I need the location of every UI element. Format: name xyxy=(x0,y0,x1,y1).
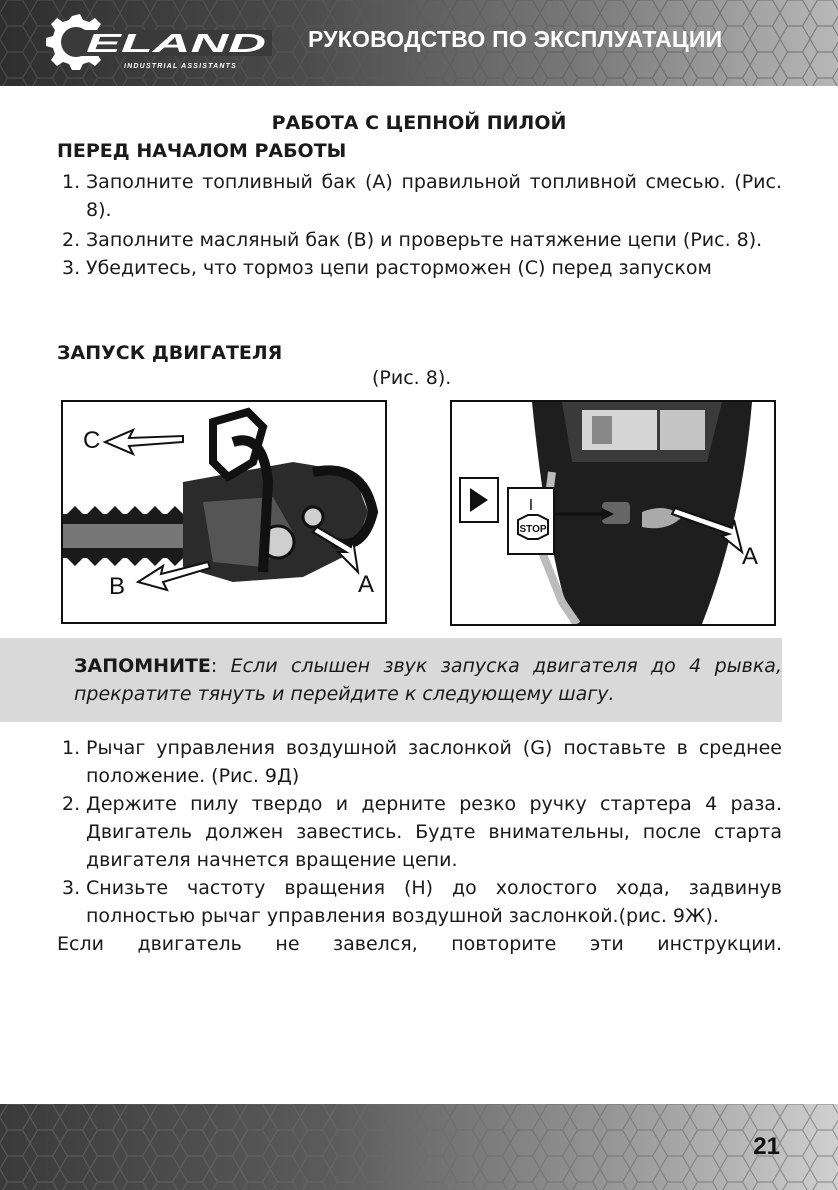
engine-start-heading: ЗАПУСК ДВИГАТЕЛЯ xyxy=(57,342,283,364)
note-body: Если слышен звук запуска двигателя до 4 рывка, прекратите тянуть и перейдите к следующему шагу. xyxy=(74,655,782,705)
list-text: Снизьте частоту вращения (Н) до холостого хода, задвинув полностью рычаг управления воздушной заслонкой.(рис. 9Ж). xyxy=(86,877,782,927)
list-text: Рычаг управления воздушной заслонкой (G) поставьте в среднее положение. (Рис. 9Д) xyxy=(86,737,782,787)
stop-symbol: STOP xyxy=(519,524,547,535)
label-a: A xyxy=(742,543,759,570)
list-number: 3. xyxy=(62,257,81,279)
page-footer xyxy=(0,1104,838,1190)
chainsaw-figure xyxy=(61,400,387,624)
stop-switch-figure xyxy=(450,400,776,626)
list-number: 1. xyxy=(62,171,81,193)
section-title: РАБОТА С ЦЕПНОЙ ПИЛОЙ xyxy=(271,112,567,134)
eland-logo xyxy=(46,10,276,74)
list-item xyxy=(62,168,782,224)
list-number: 3. xyxy=(62,877,81,899)
header-title: РУКОВОДСТВО ПО ЭКСПЛУАТАЦИИ xyxy=(308,26,723,52)
note-text: ЗАПОМНИТЕ: Если слышен звук запуска двигателя до 4 рывка, прекратите тянуть и перейдите к следующему шагу. xyxy=(74,655,782,705)
figure-caption: (Рис. 8). xyxy=(372,367,452,389)
list-text: Заполните топливный бак (А) правильной топливной смесью. (Рис. 8). xyxy=(86,171,782,221)
list-item xyxy=(62,790,782,874)
list-text: Заполните масляный бак (В) и проверьте натяжение цепи (Рис. 8). xyxy=(86,229,763,251)
list-item xyxy=(62,874,782,930)
note-label: ЗАПОМНИТЕ xyxy=(74,655,211,677)
before-start-heading: ПЕРЕД НАЧАЛОМ РАБОТЫ xyxy=(57,140,347,162)
list-number: 1. xyxy=(62,737,81,759)
closing-text: Если двигатель не завелся, повторите эти инструкции. xyxy=(57,933,782,955)
hex-pattern-background xyxy=(0,1104,838,1190)
page-header xyxy=(0,0,838,86)
svg-text:INDUSTRIAL ASSISTANTS: INDUSTRIAL ASSISTANTS xyxy=(124,63,237,70)
list-item xyxy=(62,254,782,282)
list-item xyxy=(62,734,782,790)
list-number: 2. xyxy=(62,793,81,815)
switch-on-symbol: I xyxy=(528,497,534,514)
list-text: Убедитесь, что тормоз цепи расторможен (С) перед запуском xyxy=(86,257,712,279)
list-number: 2. xyxy=(62,229,81,251)
chainsaw-illustration xyxy=(63,402,385,622)
svg-text:ELAND: ELAND xyxy=(86,28,267,58)
stop-switch-illustration xyxy=(452,402,774,624)
list-text: Держите пилу твердо и дерните резко ручку стартера 4 раза. Двигатель должен завестись. Будте внимательны, после старта двигателя начнется вращение цепи. xyxy=(86,793,782,871)
label-b: B xyxy=(109,573,126,600)
list-item xyxy=(62,226,782,254)
label-a: A xyxy=(358,571,375,598)
page-number: 21 xyxy=(753,1133,780,1160)
label-c: C xyxy=(83,427,101,454)
